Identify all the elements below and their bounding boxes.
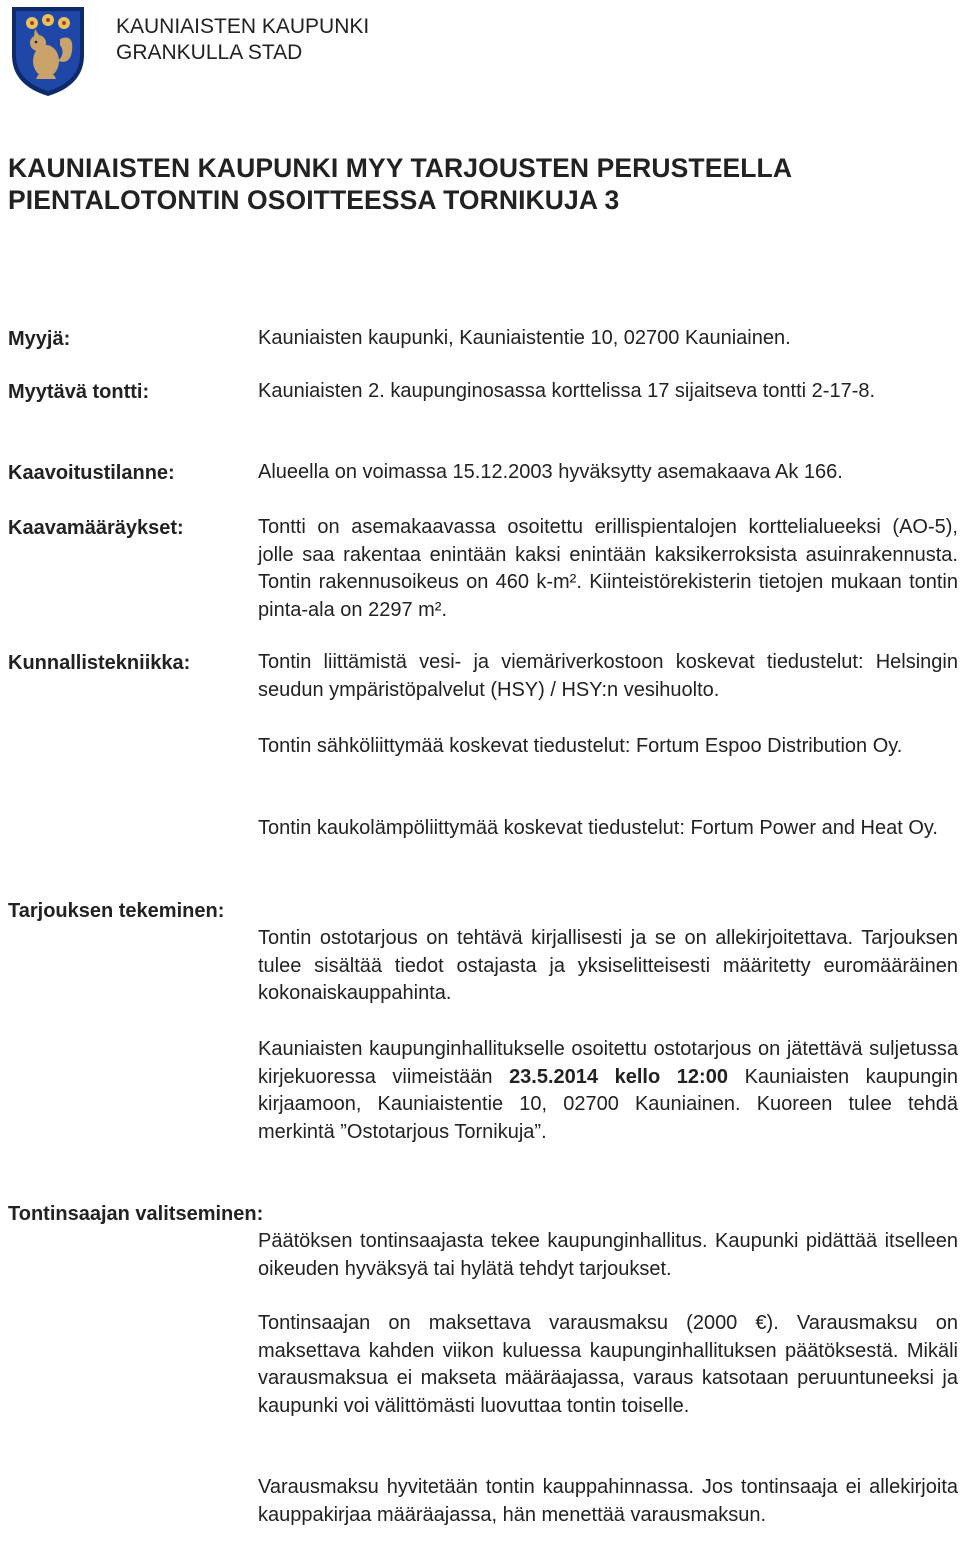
selection-section-heading: Tontinsaajan valitseminen: [8,1203,264,1225]
offer-paragraph-1: Tontin ostotarjous on tehtävä kirjallisesti ja se on allekirjoitettava. Tarjouksen tulee sisältää tiedot ostajasta ja yksiselitteisesti määritetty euromääräinen kokonaiskauppahinta. [258,927,958,1004]
city-crest-icon [8,3,88,98]
title-line-2: PIENTALOTONTIN OSOITTEESSA TORNIKUJA 3 [8,185,620,215]
plot-value: Kauniaisten 2. kaupunginosassa korttelissa 17 sijaitseva tontti 2-17-8. [258,380,876,402]
selection-paragraph-2: Tontinsaajan on maksettava varausmaksu (2000 €). Varausmaksu on maksettava kahden viikon kuluessa kaupunginhallituksen päätöksestä. Mikäli varausmaksua ei makseta määräajassa, varaus katsotaan peruuntuneeksi ja kaupunki voi välittömästi luovuttaa tontin toiselle. [258,1312,958,1417]
regulations-label: Kaavamääräykset: [8,517,184,539]
seller-label: Myyjä: [8,328,71,350]
zoning-value: Alueella on voimassa 15.12.2003 hyväksytty asemakaava Ak 166. [258,461,843,483]
utilities-label: Kunnallistekniikka: [8,652,191,674]
organization-name-sv: GRANKULLA STAD [116,41,303,64]
plot-label: Myytävä tontti: [8,381,150,403]
title-line-1: KAUNIAISTEN KAUPUNKI MYY TARJOUSTEN PERUSTEELLA [8,153,793,183]
organization-name [116,14,369,66]
zoning-label: Kaavoitustilanne: [8,462,175,484]
offer-deadline: 23.5.2014 kello 12:00 [509,1065,728,1088]
regulations-value: Tontti on asemakaavassa osoitettu erillispientalojen korttelialueeksi (AO-5), jolle saa rakentaa enintään kaksi enintään kaksikerroksista asuinrakennusta. Tontin rakennusoikeus on 460 k-m². Kiinteistörekisterin tietojen mukaan tontin pinta-ala on 2297 m². [258,516,958,621]
document-title [8,152,792,216]
offer-paragraph-2 [258,1036,958,1146]
selection-paragraph-1: Päätöksen tontinsaajasta tekee kaupunginhallitus. Kaupunki pidättää itselleen oikeuden hyväksyä tai hylätä tehdyt tarjoukset. [258,1230,958,1280]
offer-p2-text-after: Kauniaisten kaupungin kirjaamoon, Kauniaistentie 10, 02700 Kauniainen. Kuoreen tulee tehdä merkintä ”Ostotarjous Tornikuja”. [258,1065,958,1143]
utilities-electricity: Tontin sähköliittymää koskevat tiedustelut: Fortum Espoo Distribution Oy. [258,735,903,757]
selection-paragraph-3: Varausmaksu hyvitetään tontin kauppahinnassa. Jos tontinsaaja ei allekirjoita kauppakirjaa määräajassa, hän menettää varausmaksun. [258,1476,958,1526]
organization-name-fi: KAUNIAISTEN KAUPUNKI [116,15,370,38]
seller-value: Kauniaisten kaupunki, Kauniaistentie 10, 02700 Kauniainen. [258,327,791,349]
offer-p2-text: Kauniaisten kaupunginhallitukselle osoitettu ostotarjous on jätettävä suljetussa kirjekuoressa viimeistään [258,1038,958,1088]
utilities-heating: Tontin kaukolämpöliittymää koskevat tiedustelut: Fortum Power and Heat Oy. [258,817,938,839]
offer-section-heading: Tarjouksen tekeminen: [8,900,225,922]
utilities-water: Tontin liittämistä vesi- ja viemäriverkostoon koskevat tiedustelut: Helsingin seudun ympäristöpalvelut (HSY) / HSY:n vesihuolto. [258,651,958,701]
